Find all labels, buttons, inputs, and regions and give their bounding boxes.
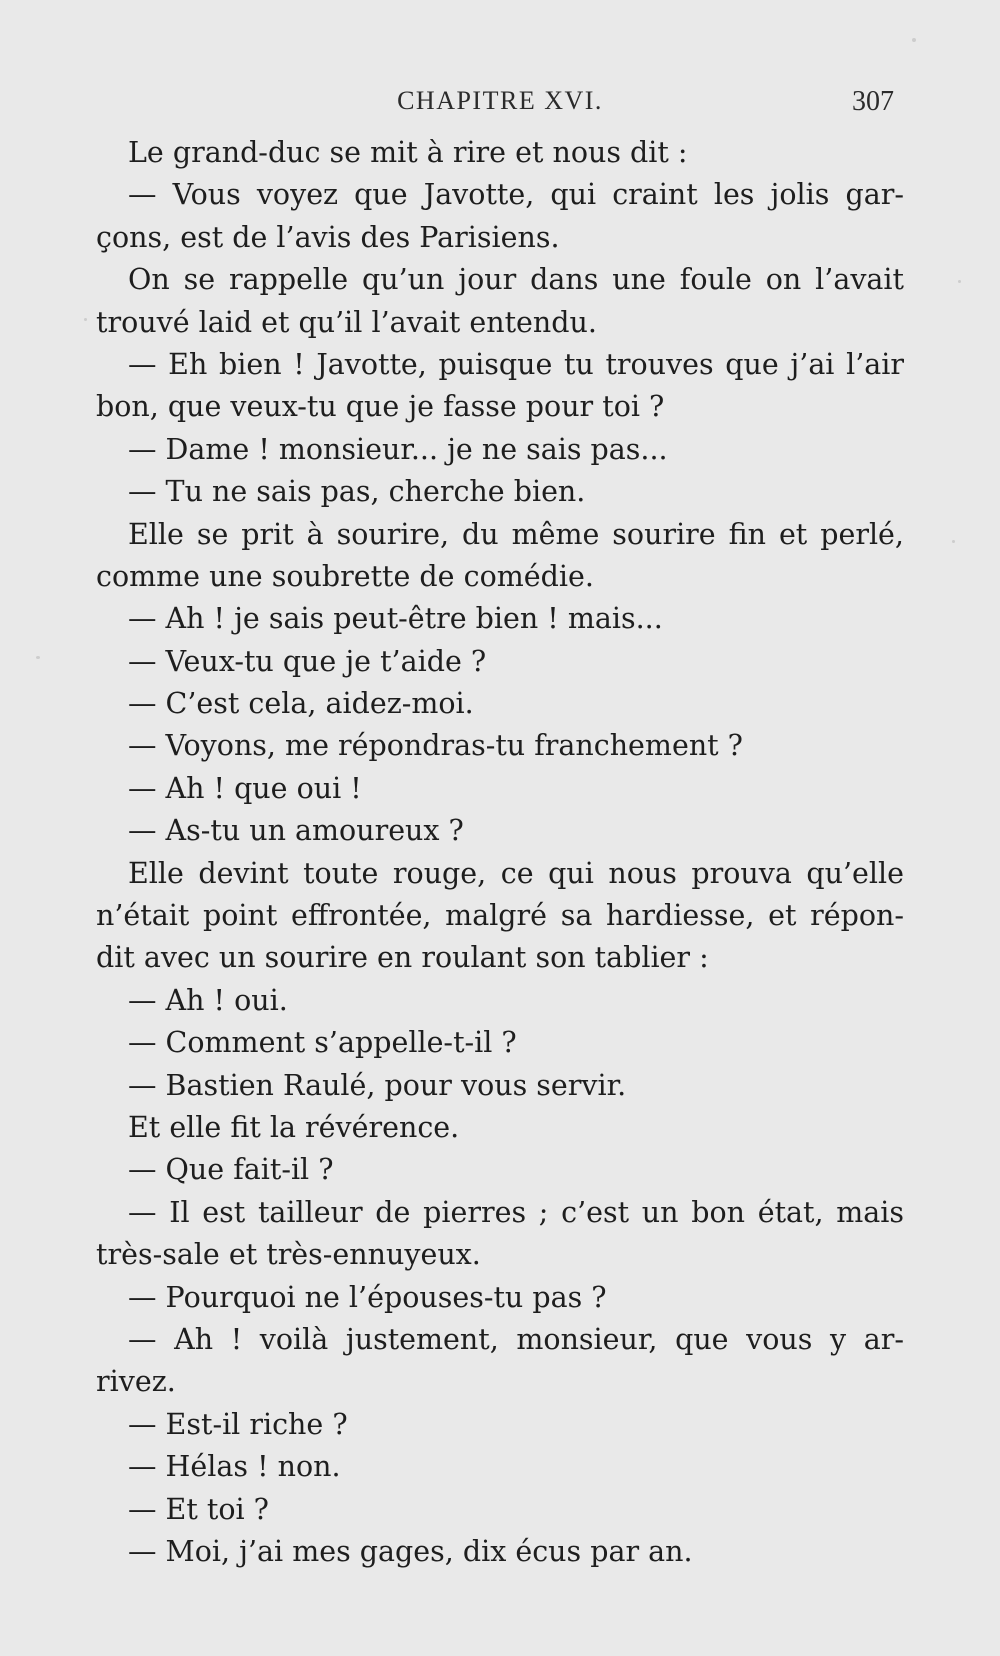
text-line: — Il est tailleur de pierres ; c’est un bon état, mais <box>128 1195 904 1229</box>
text-line: — Ah ! voilà justement, monsieur, que vous y ar- <box>128 1322 904 1356</box>
paper-speck <box>84 318 87 321</box>
text-line: bon, que veux-tu que je fasse pour toi ? <box>96 390 665 424</box>
text-line: çons, est de l’avis des Parisiens. <box>96 220 560 254</box>
text-line: — Ah ! je sais peut-être bien ! mais... <box>128 602 663 636</box>
text-line: trouvé laid et qu’il l’avait entendu. <box>96 305 597 339</box>
text-line: rivez. <box>96 1365 176 1399</box>
text-line: — Veux-tu que je t’aide ? <box>128 644 487 678</box>
text-line: On se rappelle qu’un jour dans une foule on l’avait <box>128 263 904 297</box>
text-line: — Dame ! monsieur... je ne sais pas... <box>128 432 668 466</box>
text-line: très-sale et très-ennuyeux. <box>96 1238 481 1272</box>
paper-speck <box>958 280 961 283</box>
chapter-title: CHAPITRE XVI. <box>397 86 603 115</box>
text-line: — Et toi ? <box>128 1492 269 1526</box>
running-header <box>96 86 904 126</box>
text-line: comme une soubrette de comédie. <box>96 559 594 593</box>
text-line: — Est-il riche ? <box>128 1407 348 1441</box>
text-line: n’était point effrontée, malgré sa hardiesse, et répon- <box>96 899 904 933</box>
text-line: — Ah ! oui. <box>128 983 288 1017</box>
text-line: — Pourquoi ne l’épouses-tu pas ? <box>128 1280 607 1314</box>
text-line: — Que fait-il ? <box>128 1153 334 1187</box>
text-line: Le grand-duc se mit à rire et nous dit : <box>128 136 688 169</box>
text-line: — Bastien Raulé, pour vous servir. <box>128 1068 627 1102</box>
text-line: — Tu ne sais pas, cherche bien. <box>128 475 586 509</box>
text-line: Elle devint toute rouge, ce qui nous prouva qu’elle <box>128 856 904 890</box>
page-body <box>96 132 904 1573</box>
paper-speck <box>36 656 40 659</box>
text-line: Et elle fit la révérence. <box>128 1110 460 1144</box>
text-line: — Vous voyez que Javotte, qui craint les jolis gar- <box>128 178 904 212</box>
paper-speck <box>952 540 955 543</box>
text-line: Elle se prit à sourire, du même sourire fin et perlé, <box>128 517 904 551</box>
page-number: 307 <box>852 86 894 117</box>
text-line: — Moi, j’ai mes gages, dix écus par an. <box>128 1534 693 1568</box>
text-line: — Ah ! que oui ! <box>128 771 362 805</box>
text-line: — Voyons, me répondras-tu franchement ? <box>128 729 743 763</box>
text-line: — Eh bien ! Javotte, puisque tu trouves que j’ai l’air <box>128 347 904 381</box>
text-line: — C’est cela, aidez-moi. <box>128 687 474 721</box>
text-line: — As-tu un amoureux ? <box>128 814 464 848</box>
text-line: dit avec un sourire en roulant son tablier : <box>96 941 709 975</box>
paper-speck <box>912 38 916 42</box>
text-line: — Comment s’appelle-t-il ? <box>128 1026 517 1060</box>
text-line: — Hélas ! non. <box>128 1450 341 1484</box>
